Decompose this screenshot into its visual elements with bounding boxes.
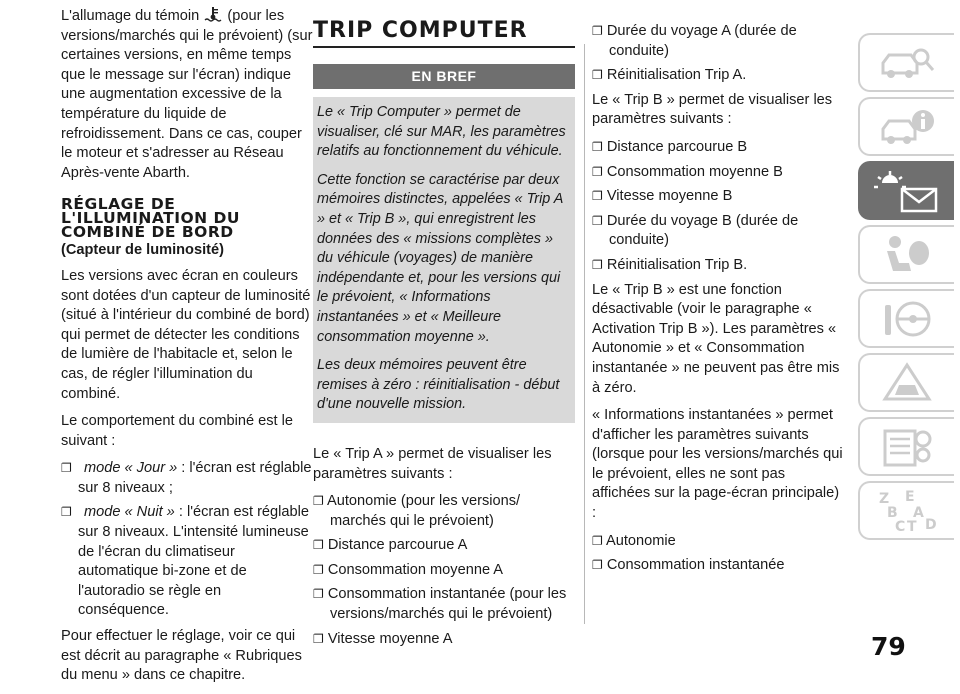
chapter-tab-dashboard[interactable] <box>858 161 954 220</box>
list-item-text: Réinitialisation Trip B. <box>606 256 748 273</box>
list-item <box>592 256 847 276</box>
bullet-icon: ❐ <box>592 189 603 204</box>
list-item-text: Vitesse moyenne B <box>606 188 733 205</box>
airbag-seat-icon <box>877 233 937 277</box>
paragraph: Pour effectuer le réglage, voir ce qui est décrit au paragraphe « Rubriques du menu » dans ce chapitre. <box>61 628 302 684</box>
paragraph: Les versions avec écran en couleurs sont dotées d'un capteur de luminosité (situé à l'intérieur du combiné de bord) qui permet de détecter les conditions de lumière de l'habitacle et, selon le cas, de régler l'illumination du combiné. <box>61 267 311 402</box>
paragraph: Le « Trip B » est une fonction désactivable (voir le paragraphe « Activation Trip B »). Les paramètres « Autonomie » et « Consommation instantanée » ne peuvent pas être mis à zéro. <box>592 281 840 396</box>
chapter-tab-emergency[interactable] <box>858 353 954 412</box>
column-right <box>592 22 847 581</box>
intro-text-start: L'allumage du témoin <box>61 8 200 24</box>
bullet-icon: ❐ <box>313 538 324 553</box>
dashboard-lights-icon <box>872 169 942 213</box>
bullet-icon: ❐ <box>61 461 72 476</box>
list-item <box>592 138 847 158</box>
bullet-icon: ❐ <box>313 587 324 602</box>
page-number: 79 <box>871 632 906 661</box>
list-item-text: Consommation moyenne A <box>327 561 504 578</box>
svg-text:D: D <box>925 516 937 533</box>
bullet-icon: ❐ <box>313 562 324 577</box>
list-item <box>592 66 847 86</box>
paragraph: « Informations instantanées » permet d'afficher les paramètres suivants (lorsque pour les versions/marchés qui le prévoient, elles ne sont pas affichées sur la page-écran principale) : <box>592 407 843 522</box>
list-item-text: Durée du voyage B (durée de conduite) <box>606 212 799 249</box>
svg-text:B: B <box>887 504 898 521</box>
trip-computer-title: TRIP COMPUTER <box>313 18 575 48</box>
list-item <box>313 536 575 556</box>
list-item-text: Vitesse moyenne A <box>327 630 453 647</box>
list-item <box>592 187 847 207</box>
list-item-text: Durée du voyage A (durée de conduite) <box>606 23 797 59</box>
paragraph: Le comportement du combiné est le suivant : <box>61 413 294 449</box>
svg-text:A: A <box>913 504 924 521</box>
mode-label: mode « Nuit » <box>83 504 175 521</box>
chapter-tabs <box>858 33 954 545</box>
summary-paragraph: Le « Trip Computer » permet de visualiser, clé sur MAR, les paramètres relatifs au fonctionnement du véhicule. <box>317 104 566 160</box>
list-item <box>313 492 575 531</box>
bullet-icon: ❐ <box>592 164 603 179</box>
bullet-icon: ❐ <box>592 24 603 38</box>
car-warning-icon <box>877 361 937 405</box>
list-item-text: Consommation instantanée (pour les versions/marchés qui le prévoient) <box>327 586 567 623</box>
svg-text:T: T <box>907 518 917 535</box>
chapter-tab-car-search[interactable] <box>858 33 954 92</box>
column-left <box>61 6 313 694</box>
chapter-tab-maintenance[interactable] <box>858 417 954 476</box>
summary-paragraph: Les deux mémoires peuvent être remises à zéro : réinitialisation - début d'une nouvelle mission. <box>317 357 560 413</box>
list-item-text: Autonomie <box>606 532 676 549</box>
list-item <box>592 532 847 552</box>
paragraph: Le « Trip A » permet de visualiser les paramètres suivants : <box>313 445 552 482</box>
bullet-icon: ❐ <box>313 631 324 646</box>
bullet-icon: ❐ <box>592 257 603 272</box>
svg-text:E: E <box>905 488 915 505</box>
bullet-icon: ❐ <box>592 558 603 573</box>
bullet-icon: ❐ <box>592 68 603 83</box>
bullet-icon: ❐ <box>592 213 603 228</box>
column-divider <box>584 44 585 624</box>
coolant-temperature-icon <box>204 6 222 22</box>
section-title: RÉGLAGE DE L'ILLUMINATION DU COMBINÉ DE BORD <box>61 195 240 242</box>
chapter-tab-car-info[interactable] <box>858 97 954 156</box>
list-item <box>592 163 847 183</box>
svg-text:Z: Z <box>879 490 890 507</box>
list-item-text: Distance parcourue B <box>606 138 748 155</box>
list-item <box>592 556 847 576</box>
summary-paragraph: Cette fonction se caractérise par deux mémoires distinctes, appelées « Trip A » et « Trip B », qui enregistrent les données des « missions complètes » du véhicule (voyages) de manière indépendante et, pour les versions qui le prévoient, « Informations instantanées » et « Meilleure consommation moyenne ». <box>317 171 563 345</box>
summary-header: EN BREF <box>313 64 575 89</box>
chapter-tab-driving[interactable] <box>858 289 954 348</box>
list-item-text: Distance parcourue A <box>327 537 468 554</box>
list-item <box>313 561 575 581</box>
summary-box <box>313 97 575 423</box>
intro-text-end: (pour les versions/marchés qui le prévoient) (sur certaines versions, en même temps que le message sur l'écran) indique une augmentation excessive de la température du liquide de refroidissement. Dans ce cas, couper le moteur et s'adresser au Réseau Après-vente Abarth. <box>61 8 313 181</box>
list-item <box>592 212 847 251</box>
paragraph: Le « Trip B » permet de visualiser les paramètres suivants : <box>592 91 833 128</box>
coolant-warning-paragraph <box>61 6 313 183</box>
list-item-text: Autonomie (pour les versions/ marchés qui le prévoient) <box>327 493 521 529</box>
settings-list-icon <box>877 425 937 469</box>
list-item <box>61 503 313 621</box>
column-middle <box>313 6 575 654</box>
alphabet-index-icon <box>875 487 939 535</box>
list-item-text: Consommation moyenne B <box>606 163 783 180</box>
list-item <box>61 459 313 498</box>
list-item-text: Réinitialisation Trip A. <box>606 67 747 84</box>
mode-label: mode « Jour » <box>83 460 178 477</box>
chapter-tab-index[interactable] <box>858 481 954 540</box>
bullet-icon: ❐ <box>592 139 603 154</box>
list-item <box>313 585 575 624</box>
list-item-text: Consommation instantanée <box>606 557 785 574</box>
car-search-icon <box>877 43 937 83</box>
chapter-tab-safety[interactable] <box>858 225 954 284</box>
bullet-icon: ❐ <box>592 533 603 548</box>
bullet-icon: ❐ <box>61 505 72 520</box>
list-item <box>592 22 847 61</box>
list-item-text: : l'écran est réglable sur 8 niveaux. L'intensité lumineuse de l'écran du climatiseur automatique bi-zone et de l'autoradio se règle en conséquence. <box>78 504 309 619</box>
car-info-icon <box>877 107 937 147</box>
bullet-icon: ❐ <box>313 494 324 509</box>
list-item-text: : l'écran est réglable sur 8 niveaux ; <box>78 460 312 496</box>
list-item <box>313 630 575 650</box>
steering-wrench-icon <box>877 297 937 341</box>
svg-text:C: C <box>895 518 906 535</box>
section-subtitle: (Capteur de luminosité) <box>61 242 224 259</box>
